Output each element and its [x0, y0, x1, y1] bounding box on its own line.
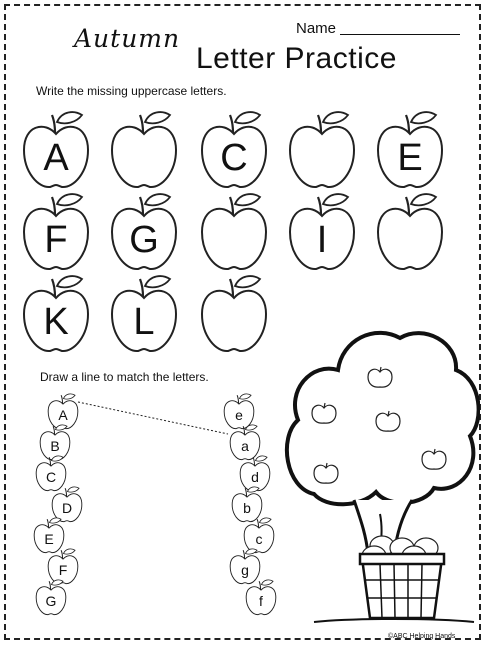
apple-letter: E	[44, 531, 54, 547]
apple-letter: a	[241, 438, 249, 454]
apple-letter: I	[316, 219, 328, 261]
apple-letter: F	[44, 219, 68, 261]
instruction-match-letters: Draw a line to match the letters.	[40, 370, 209, 384]
name-label: Name	[296, 20, 337, 37]
apple-letter: A	[58, 407, 68, 423]
apple-letter: L	[133, 301, 155, 343]
apple-letter: G	[129, 219, 159, 261]
apple-letter: G	[45, 593, 57, 609]
apple-letter: c	[255, 531, 263, 547]
apple-tree-illustration	[284, 318, 480, 638]
apple-letter: A	[43, 137, 69, 179]
apple-letter: F	[58, 562, 68, 578]
apple-letter: g	[241, 562, 249, 578]
apple-letter: B	[50, 438, 60, 454]
apple-letter: C	[45, 469, 57, 485]
apple-letter: K	[43, 301, 69, 343]
copyright-text: ©ABC Helping Hands	[388, 633, 456, 640]
lowercase-apple[interactable]	[244, 578, 278, 616]
apple-letter: d	[251, 469, 259, 485]
uppercase-apple[interactable]	[34, 578, 68, 616]
apple-letter: E	[397, 137, 423, 179]
apple-letter: C	[220, 137, 248, 179]
page-title: Letter Practice	[196, 42, 397, 75]
apple-letter: D	[61, 500, 73, 516]
title-autumn: Autumn	[74, 24, 181, 53]
instruction-missing-letters: Write the missing uppercase letters.	[36, 84, 227, 98]
apple-letter: f	[259, 593, 263, 609]
apple-letter: e	[235, 407, 243, 423]
apple-letter: b	[243, 500, 251, 516]
